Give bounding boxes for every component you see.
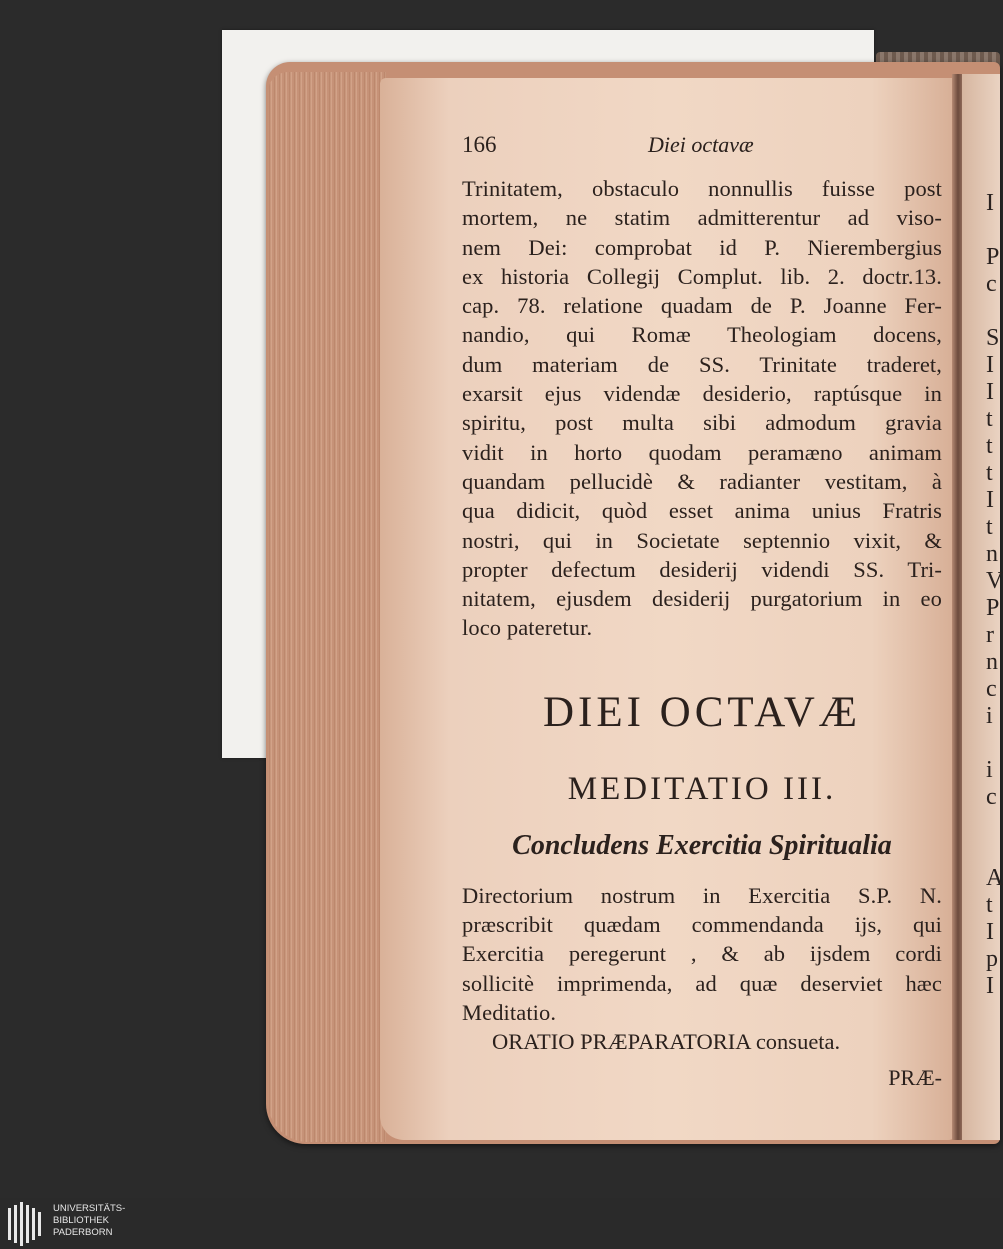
facing-page-letter: I bbox=[986, 190, 994, 216]
facing-page-letter: I bbox=[986, 487, 994, 513]
facing-page-letter: t bbox=[986, 460, 993, 486]
facing-page-letter: t bbox=[986, 514, 993, 540]
facing-page-text bbox=[986, 190, 1003, 1000]
facing-page-letter: r bbox=[986, 622, 994, 648]
section-title: DIEI OCTAVÆ bbox=[542, 688, 862, 736]
text-line: qua didicit, quòd esset anima unius Fratris bbox=[462, 498, 942, 524]
logo-line: UNIVERSITÄTS- bbox=[53, 1203, 126, 1214]
text-line: nitatem, ejusdem desiderij purgatorium in eo bbox=[462, 586, 942, 612]
catchword: PRÆ- bbox=[888, 1065, 942, 1091]
library-logo-text bbox=[53, 1203, 125, 1239]
facing-page-letter: I bbox=[986, 379, 994, 405]
logo-line: BIBLIOTHEK bbox=[53, 1215, 109, 1226]
facing-page-letter: p bbox=[986, 946, 998, 972]
body-paragraph bbox=[462, 174, 942, 643]
facing-page-letter: n bbox=[986, 541, 998, 567]
library-logo-icon bbox=[6, 1202, 46, 1246]
facing-page-letter bbox=[986, 811, 1000, 838]
facing-page-letter: t bbox=[986, 406, 993, 432]
text-line: mortem, ne statim admitterentur ad viso- bbox=[462, 205, 942, 231]
facing-page-letter: n bbox=[986, 649, 998, 675]
facing-page-letter bbox=[986, 298, 1000, 325]
page-text bbox=[462, 126, 942, 1094]
facing-page-letter: c bbox=[986, 784, 997, 810]
section-caption: Concludens Exercitia Spiritualia bbox=[512, 829, 892, 861]
facing-page-letter: I bbox=[986, 973, 994, 999]
page-stack-edge bbox=[268, 72, 386, 1142]
facing-page-letter: t bbox=[986, 892, 993, 918]
facing-page-letter: I bbox=[986, 352, 994, 378]
footer-bar bbox=[0, 1198, 1000, 1249]
text-line: Exercitia peregerunt , & ab ijsdem cordi bbox=[462, 941, 942, 967]
text-line: vidit in horto quodam peramæno animam bbox=[462, 439, 942, 465]
page-header bbox=[462, 126, 942, 164]
facing-page-letter: V bbox=[986, 568, 1003, 594]
intro-paragraph bbox=[462, 881, 942, 1027]
text-line: cap. 78. relatione quadam de P. Joanne Fer- bbox=[462, 293, 942, 319]
facing-page-letter: A bbox=[986, 865, 1003, 891]
text-line: nostri, qui in Societate septennio vixit, & bbox=[462, 527, 942, 553]
text-line: loco pateretur. bbox=[462, 615, 593, 641]
facing-page-letter bbox=[986, 730, 1000, 757]
facing-page-letter bbox=[986, 838, 1000, 865]
facing-page-letter: P bbox=[986, 595, 1000, 621]
logo-line: PADERBORN bbox=[53, 1227, 113, 1238]
text-line: Meditatio. bbox=[462, 999, 557, 1025]
text-line: præscribit quædam commendanda ijs, qui bbox=[462, 912, 942, 938]
facing-page-letter: c bbox=[986, 676, 997, 702]
facing-page-letter: I bbox=[986, 919, 994, 945]
text-line: quandam pellucidè & radianter vestitam, à bbox=[462, 468, 942, 494]
text-line: Directorium nostrum in Exercitia S.P. N. bbox=[462, 882, 942, 908]
facing-page-letter: i bbox=[986, 703, 993, 729]
text-line: Trinitatem, obstaculo nonnullis fuisse post bbox=[462, 176, 942, 201]
text-line: spiritu, post multa sibi admodum gravia bbox=[462, 410, 942, 436]
text-line: dum materiam de SS. Trinitate traderet, bbox=[462, 351, 942, 377]
running-head: Diei octavæ bbox=[648, 132, 754, 157]
text-line: propter defectum desiderij videndi SS. Tri- bbox=[462, 556, 942, 582]
text-line: ex historia Collegij Complut. lib. 2. doctr.13. bbox=[462, 263, 942, 289]
text-line: nandio, qui Romæ Theologiam docens, bbox=[462, 322, 942, 348]
text-line: sollicitè imprimenda, ad quæ deserviet hæc bbox=[462, 970, 942, 996]
facing-page-letter: i bbox=[986, 757, 993, 783]
facing-page-letter: c bbox=[986, 271, 997, 297]
facing-page-letter: P bbox=[986, 244, 1000, 270]
text-line: nem Dei: comprobat id P. Nierembergius bbox=[462, 234, 942, 260]
page-number: 166 bbox=[462, 132, 497, 157]
section-subtitle: MEDITATIO III. bbox=[567, 770, 837, 807]
oratio-line: ORATIO PRÆPARATORIA consueta. bbox=[492, 1029, 841, 1055]
facing-page-letter: S bbox=[986, 325, 1000, 351]
text-line: exarsit ejus videndæ desiderio, raptúsque in bbox=[462, 381, 942, 407]
facing-page-letter: t bbox=[986, 433, 993, 459]
facing-page-letter bbox=[986, 217, 1000, 244]
